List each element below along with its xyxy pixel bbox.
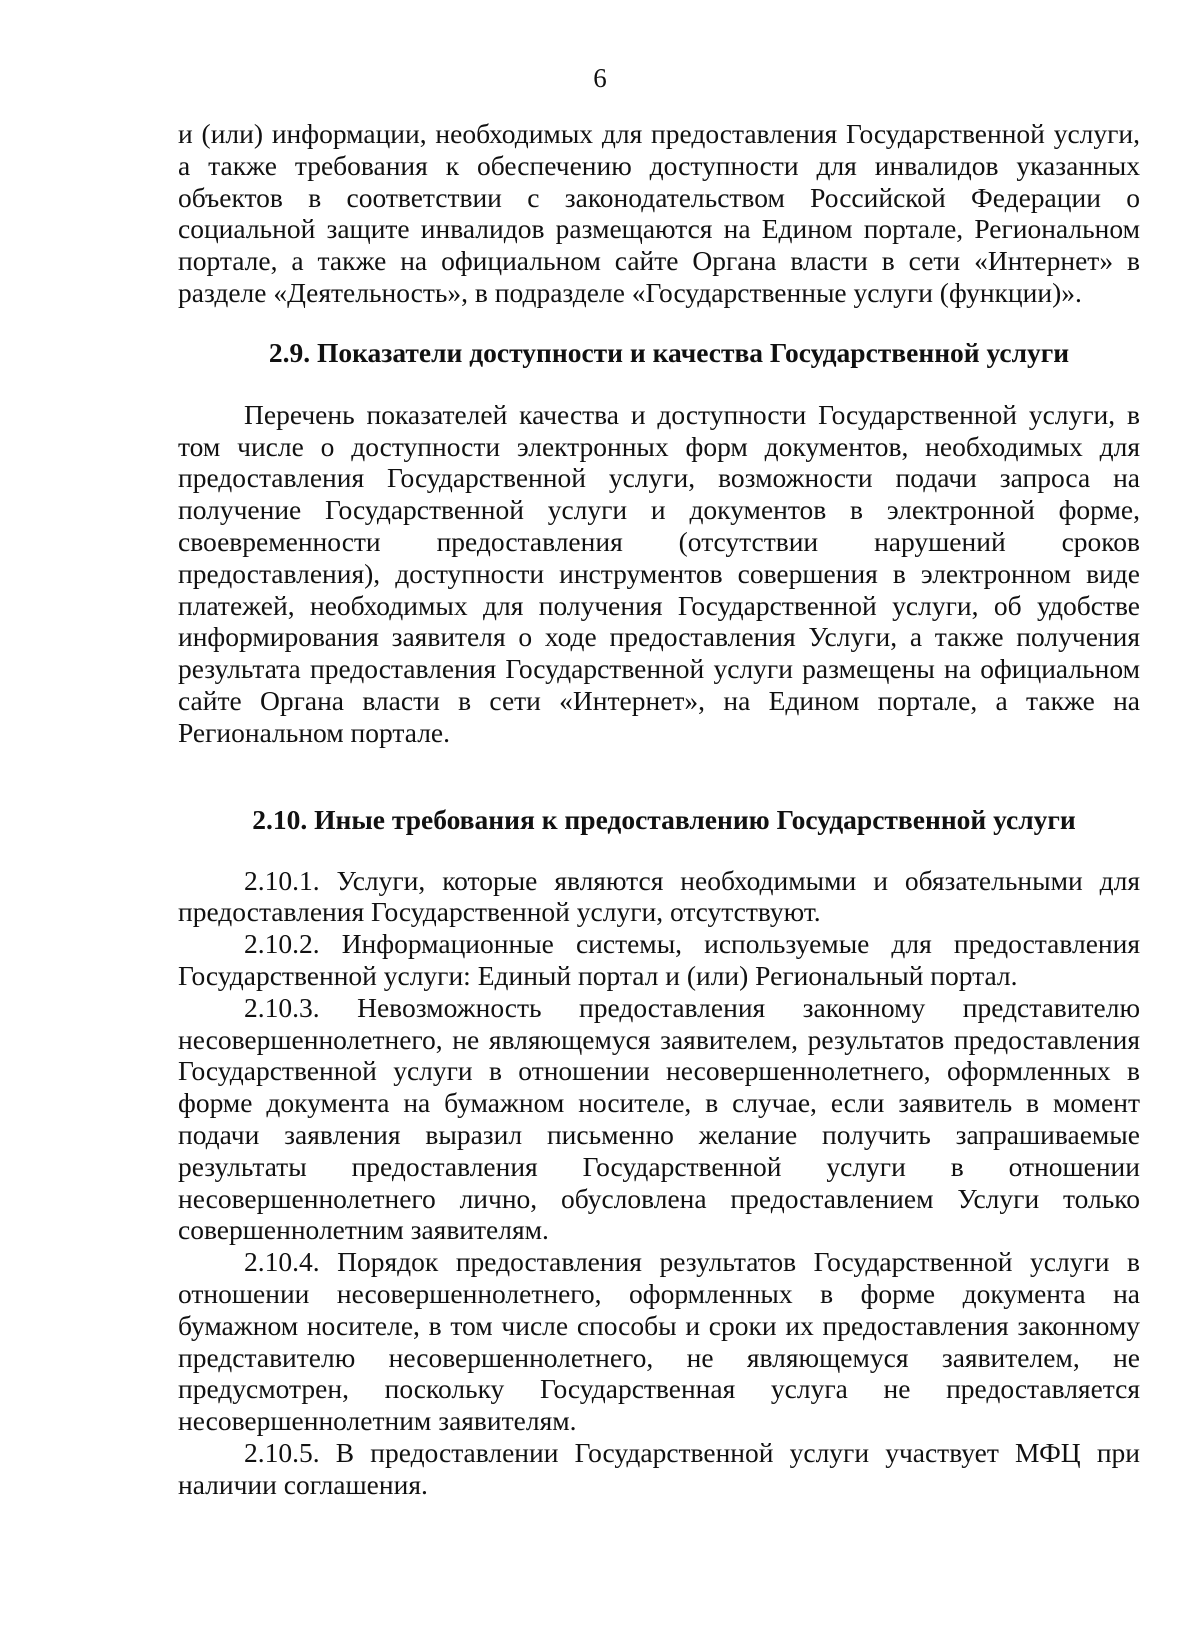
paragraph-2-10-1: 2.10.1. Услуги, которые являются необходимыми и обязательными для предоставления Государственной услуги, отсутствуют.: [178, 864, 1140, 928]
section-2-9-paragraph: Перечень показателей качества и доступности Государственной услуги, в том числе о доступности электронных форм документов, необходимых для предоставления Государственной услуги, возможности подачи запроса на получение Государственной услуги и документов в электронной форме, своевременности предоставления (отсутствии нарушений сроков предоставления), доступности инструментов совершения в электронном виде платежей, необходимых для получения Государственной услуги, об удобстве информирования заявителя о ходе предоставления Услуги, а также получения результата предоставления Государственной услуги размещены на официальном сайте Органа власти в сети «Интернет», на Едином портале, а также на Региональном портале.: [178, 398, 1140, 748]
section-2-10-heading: 2.10. Иные требования к предоставлению Государственной услуги: [252, 803, 1076, 835]
paragraph-2-10-3: 2.10.3. Невозможность предоставления законному представителю несовершеннолетнего, не являющемуся заявителем, результатов предоставления Государственной услуги в отношении несовершеннолетнего, оформленных в форме документа на бумажном носителе, в случае, если заявитель в момент подачи заявления выразил письменно желание получить запрашиваемые результаты предоставления Государственной услуги в отношении несовершеннолетнего лично, обусловлена предоставлением Услуги только совершеннолетним заявителям.: [178, 991, 1140, 1246]
intro-paragraph: и (или) информации, необходимых для предоставления Государственной услуги, а также требования к обеспечению доступности для инвалидов указанных объектов в соответствии с законодательством Российской Федерации о социальной защите инвалидов размещаются на Едином портале, Региональном портале, а также на официальном сайте Органа власти в сети «Интернет» в разделе «Деятельность», в подразделе «Государственные услуги (функции)».: [178, 118, 1140, 308]
document-body: [178, 118, 1140, 1500]
paragraph-2-10-4: 2.10.4. Порядок предоставления результатов Государственной услуги в отношении несовершеннолетнего, оформленных в форме документа на бумажном носителе, в том числе способы и сроки их предоставления законному представителю несовершеннолетнего, не являющемуся заявителем, не предусмотрен, поскольку Государственная услуга не предоставляется несовершеннолетним заявителям.: [178, 1246, 1140, 1437]
section-2-9-heading: 2.9. Показатели доступности и качества Государственной услуги: [268, 336, 1070, 368]
paragraph-2-10-2: 2.10.2. Информационные системы, используемые для предоставления Государственной услуги: Единый портал и (или) Региональный портал.: [178, 928, 1140, 991]
page-number: 6: [593, 63, 607, 93]
paragraph-2-10-5: 2.10.5. В предоставлении Государственной услуги участвует МФЦ при наличии соглашения.: [178, 1436, 1140, 1500]
